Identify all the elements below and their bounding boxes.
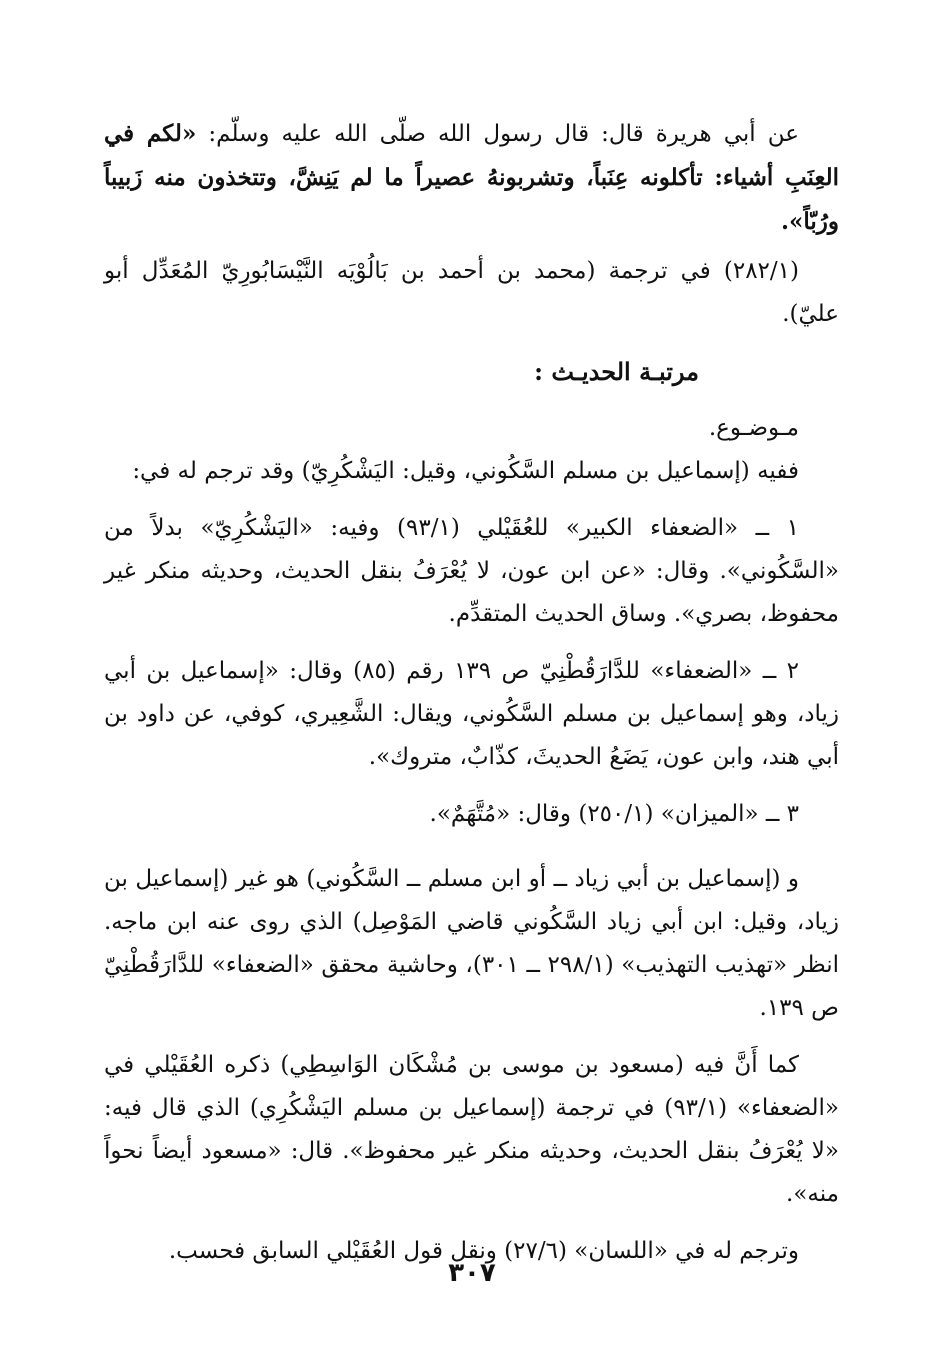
hadith-verdict: مـوضـوع. bbox=[708, 415, 799, 441]
list-item-3: ٣ ــ «الميزان» (٢٥٠/١) وقال: «مُتَّهَمٌ». bbox=[429, 801, 799, 827]
page-body bbox=[104, 112, 839, 1273]
hadith-intro: عن أبي هريرة قال: قال رسول الله صلّى الله عليه وسلّم: bbox=[196, 121, 799, 147]
section-heading: مرتبـة الحديـث : bbox=[534, 357, 699, 386]
source-reference: (٢٨٢/١) في ترجمة (محمد بن أحمد بن بَالُوْيَه النَّيْسَابُورِيّ المُعَدِّل أبو عليّ). bbox=[104, 258, 839, 327]
narrator-intro: ففيه (إسماعيل بن مسلم السَّكُوني، وقيل: اليَشْكُرِيّ) وقد ترجم له في: bbox=[132, 458, 799, 484]
second-narrator-paragraph: كما أَنَّ فيه (مسعود بن موسى بن مُشْكَان الوَاسِطِي) ذكره العُقَيْلي في «الضعفاء» (٩٣/١) في ترجمة (إسماعيل بن مسلم اليَشْكُرِي) الذي قال فيه: «لا يُعْرَفُ بنقل الحديث، وحديثه منكر غير محفوظ». قال: «مسعود أيضاً نحواً منه». bbox=[104, 1052, 839, 1207]
lisan-reference: وترجم له في «اللسان» (٢٧/٦) ونقل قول العُقَيْلي السابق فحسب. bbox=[168, 1238, 799, 1264]
hadith-quote: «لكم في العِنَبِ أشياء: تأكلونه عِنَباً، وتشربونهُ عصيراً ما لم يَنِشَّ، وتتخذون منه زَبيباً ورُبّاً». bbox=[104, 120, 839, 235]
hadith-paragraph bbox=[104, 112, 839, 244]
page-number: ٣٠٧ bbox=[448, 1258, 496, 1288]
distinction-paragraph: و (إسماعيل بن أبي زياد ــ أو ابن مسلم ــ السَّكُوني) هو غير (إسماعيل بن زياد، وقيل: ابن أبي زياد السَّكُوني قاضي المَوْصِل) الذي روى عنه ابن ماجه. انظر «تهذيب التهذيب» (٢٩٨/١ ــ ٣٠١)، وحاشية محقق «الضعفاء» للدَّارَقُطْنِيّ ص ١٣٩. bbox=[104, 866, 839, 1021]
list-item-1: ١ ــ «الضعفاء الكبير» للعُقَيْلي (٩٣/١) وفيه: «اليَشْكُرِيّ» بدلاً من «السَّكُوني». وقال: «عن ابن عون، لا يُعْرَفُ بنقل الحديث، وحديثه منكر غير محفوظ، بصري». وساق الحديث المتقدِّم. bbox=[104, 515, 839, 627]
list-item-2: ٢ ــ «الضعفاء» للدَّارَقُطْنِيّ ص ١٣٩ رقم (٨٥) وقال: «إسماعيل بن أبي زياد، وهو إسماعيل بن مسلم السَّكُوني، ويقال: الشَّعِيري، كوفي، عن داود بن أبي هند، وابن عون، يَضَعُ الحديثَ، كذّابٌ، متروك». bbox=[104, 658, 839, 770]
